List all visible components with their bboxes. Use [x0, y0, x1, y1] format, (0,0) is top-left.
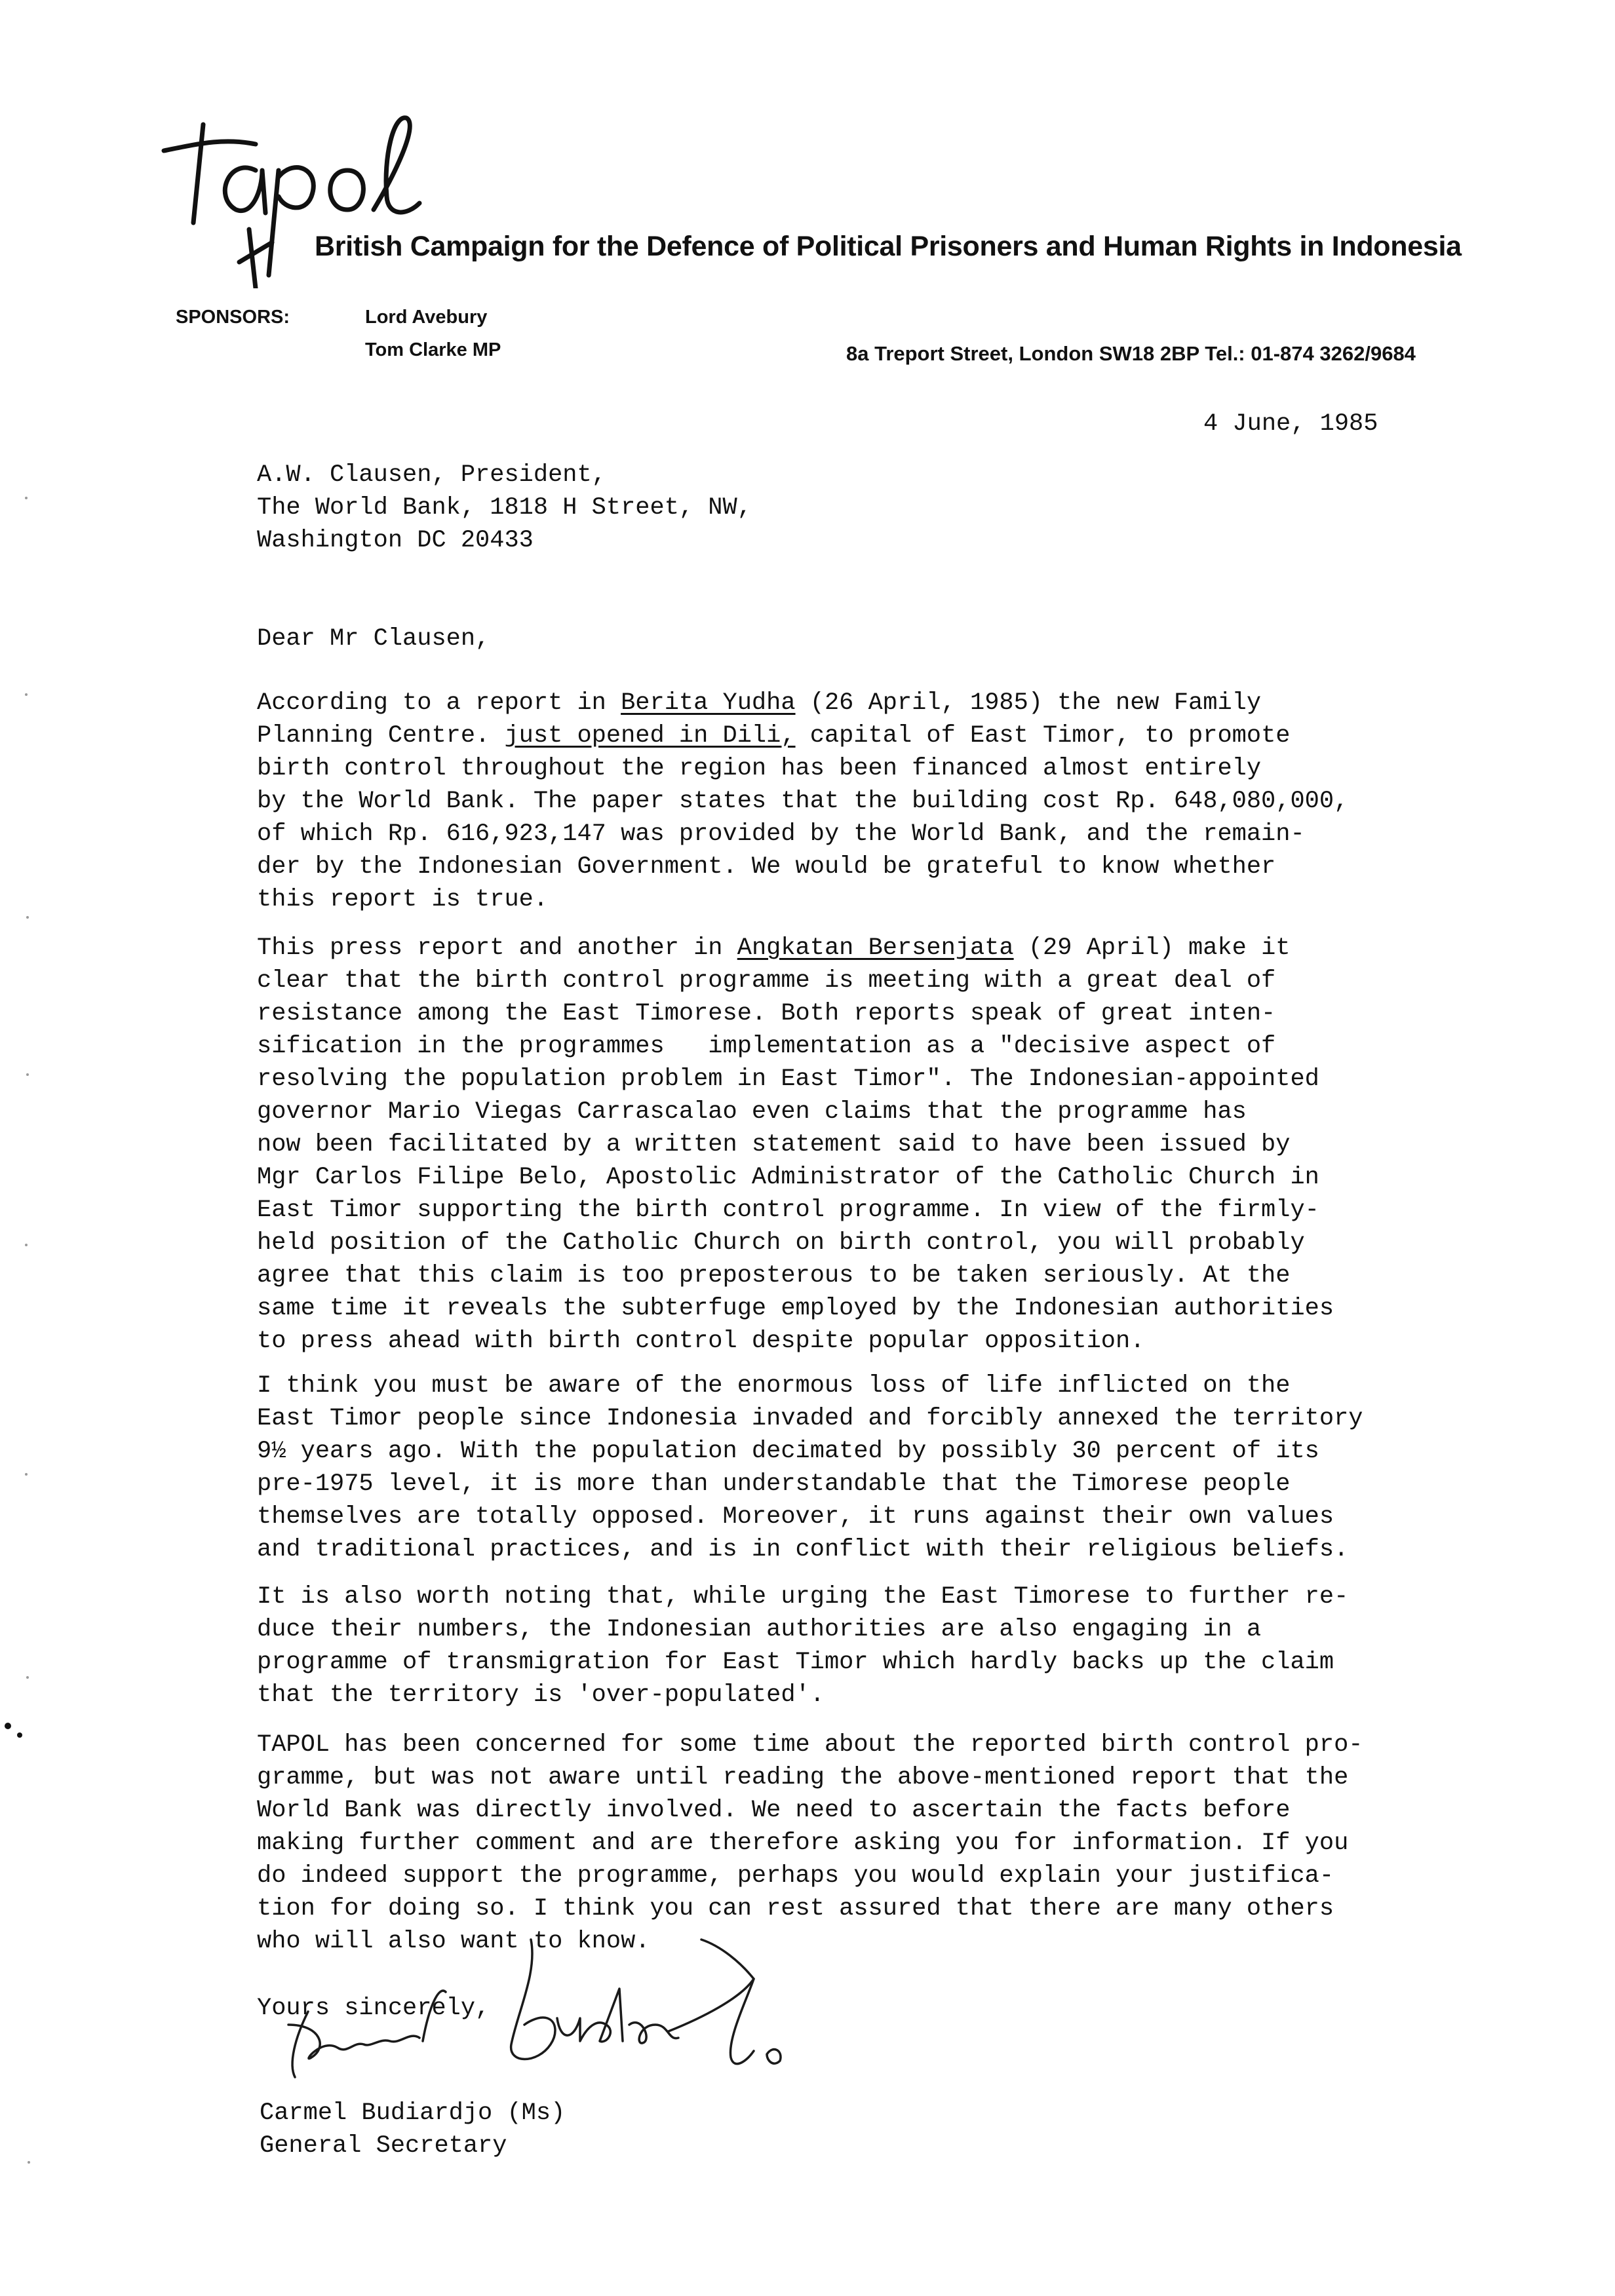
- newspaper-title: Angkatan Bersenjata: [737, 934, 1014, 962]
- paragraph-2: [257, 932, 1334, 1358]
- recipient-line: A.W. Clausen, President,: [257, 461, 606, 489]
- closing: Yours sincerely,: [257, 1995, 490, 2022]
- sponsor-name: Lord Avebury: [365, 307, 488, 328]
- organisation-address: 8a Treport Street, London SW18 2BP Tel.: 01-874 3262/9684: [846, 342, 1416, 365]
- paragraph-4: It is also worth noting that, while urging the East Timorese to further re- duce their numbers, the Indonesian authorities are also engaging in a programme of transmigration for East Timor which hardly backs up the claim that the territory is 'over-populated'.: [257, 1583, 1349, 1709]
- signatory-name: Carmel Budiardjo (Ms): [260, 2099, 566, 2127]
- handwritten-signature: [249, 1926, 826, 2084]
- underlined-phrase: just opened in Dili,: [504, 722, 796, 750]
- scan-margin-marks: [0, 0, 79, 2296]
- paragraph-3: I think you must be aware of the enormous loss of life inflicted on the East Timor people since Indonesia invaded and forcibly annexed the territory 9½ years ago. With the population decimated by possibly 30 percent of its pre-1975 level, it is more than understandable that the Timorese people themselves are totally opposed. Moreover, it runs against their own values and traditional practices, and is in conflict with their religious beliefs.: [257, 1372, 1363, 1563]
- recipient-line: The World Bank, 1818 H Street, NW,: [257, 494, 752, 522]
- newspaper-title: Berita Yudha: [621, 689, 796, 717]
- paragraph-5: TAPOL has been concerned for some time about the reported birth control pro- gramme, but was not aware until reading the above-mentioned report that the World Bank was directly involved. We need to ascertain the facts before making further comment and are therefore asking you for information. If you do indeed support the programme, perhaps you would explain your justifica- tion for doing so. I think you can rest assured that there are many others who will also want to know.: [257, 1731, 1363, 1955]
- paragraph-1: [257, 687, 1348, 916]
- signatory-block: [260, 2097, 565, 2162]
- recipient-line: Washington DC 20433: [257, 527, 534, 554]
- sponsors-label: SPONSORS:: [176, 307, 290, 328]
- paragraph-text: clear that the birth control programme is meeting with a great deal of resistance among the East Timorese. Both reports speak of great inten- sification in the programmes implementation as a "decisive aspect of resolving the population problem in East Timor". The Indonesian-appointed governor Mario Viegas Carrascalao even claims that the programme has now been facilitated by a written statement said to have been issued by Mgr Carlos Filipe Belo, Apostolic Administrator of the Catholic Church in East Timor supporting the birth control programme. In view of the firmly- held position of the Catholic Church on birth control, you will probably agree that this claim is too preposterous to be taken seriously. At the same time it reveals the subterfuge employed by the Indonesian authorities to press ahead with birth control despite popular opposition.: [257, 967, 1334, 1355]
- letter-date: 4 June, 1985: [1203, 410, 1378, 438]
- paragraph-text: birth control throughout the region has been financed almost entirely by the World Bank. The paper states that the building cost Rp. 648,080,000, of which Rp. 616,923,147 was provided by the World Bank, and the remain- der by the Indonesian Government. We would be grateful to know whether this report is true.: [257, 755, 1349, 913]
- paragraph-line: According to a report in Berita Yudha (26 April, 1985) the new Family: [257, 689, 1262, 717]
- salutation: Dear Mr Clausen,: [257, 625, 490, 653]
- sponsor-name: Tom Clarke MP: [365, 339, 501, 360]
- paragraph-line: Planning Centre. just opened in Dili, capital of East Timor, to promote: [257, 722, 1291, 750]
- organisation-title: British Campaign for the Defence of Political Prisoners and Human Rights in Indonesia: [315, 231, 1462, 262]
- paragraph-line: This press report and another in Angkatan Bersenjata (29 April) make it: [257, 934, 1291, 962]
- signatory-title: General Secretary: [260, 2132, 507, 2160]
- recipient-address: [257, 459, 752, 557]
